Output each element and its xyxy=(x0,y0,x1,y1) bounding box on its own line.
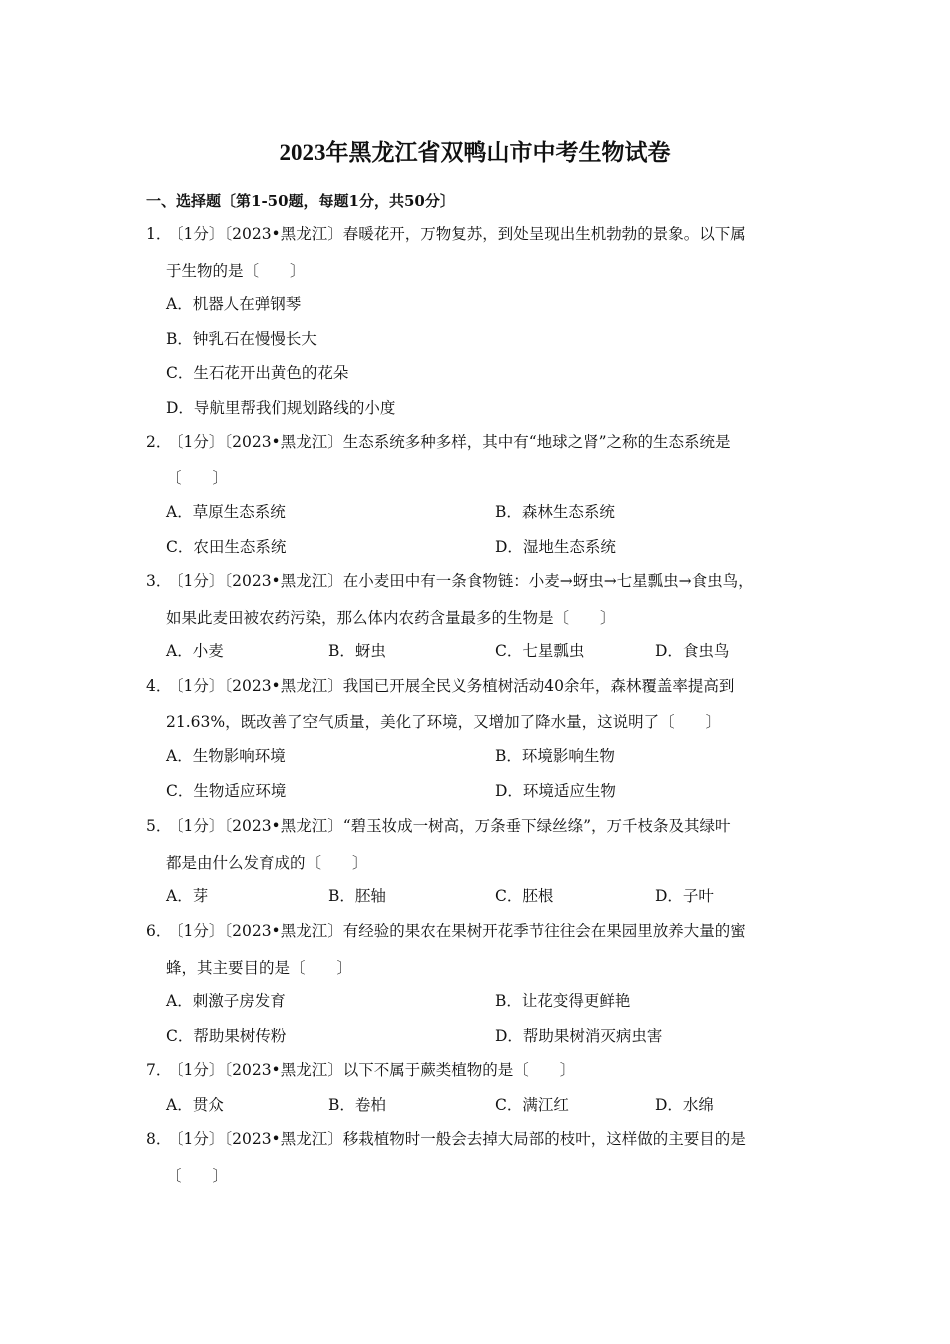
question-7-option-d[interactable]: D．水绵 xyxy=(655,1096,714,1114)
question-2-option-a[interactable]: A．草原生态系统 xyxy=(166,503,286,521)
question-5-option-c[interactable]: C．胚根 xyxy=(495,887,554,905)
question-2-option-c[interactable]: C．农田生态系统 xyxy=(166,538,287,556)
question-1-line2: 于生物的是〔 〕 xyxy=(166,262,306,280)
question-8-line1: 8．〔1分〕〔2023•黑龙江〕移栽植物时一般会去掉大局部的枝叶，这样做的主要目的是 xyxy=(146,1130,746,1148)
question-5-option-d[interactable]: D．子叶 xyxy=(655,887,714,905)
question-4-option-b[interactable]: B．环境影响生物 xyxy=(495,747,615,765)
question-3-option-c[interactable]: C．七星瓢虫 xyxy=(495,642,585,660)
question-6-line2: 蜂，其主要目的是〔 〕 xyxy=(166,959,353,977)
question-number: 3． xyxy=(146,572,172,590)
question-1-option-d[interactable]: D．导航里帮我们规划路线的小度 xyxy=(166,399,396,417)
question-4-line2: 21.63%，既改善了空气质量，美化了环境，又增加了降水量，这说明了〔 〕 xyxy=(166,713,722,731)
question-1-line1: 1．〔1分〕〔2023•黑龙江〕春暖花开，万物复苏，到处呈现出生机勃勃的景象。以下属 xyxy=(146,225,746,243)
question-5-line2: 都是由什么发育成的〔 〕 xyxy=(166,854,368,872)
question-2-line2: 〔 〕 xyxy=(166,469,229,487)
question-4-option-a[interactable]: A．生物影响环境 xyxy=(166,747,286,765)
question-number: 1． xyxy=(146,225,172,243)
question-6-option-c[interactable]: C．帮助果树传粉 xyxy=(166,1027,287,1045)
question-7-line1: 7．〔1分〕〔2023•黑龙江〕以下不属于蕨类植物的是〔 〕 xyxy=(146,1061,576,1079)
section-heading: 一、选择题〔第1-50题，每题1分，共50分〕 xyxy=(146,192,455,210)
question-7-option-c[interactable]: C．满江红 xyxy=(495,1096,569,1114)
question-number: 2． xyxy=(146,433,172,451)
question-8-line2: 〔 〕 xyxy=(166,1167,229,1185)
question-2-line1: 2．〔1分〕〔2023•黑龙江〕生态系统多种多样，其中有“地球之肾”之称的生态系统是 xyxy=(146,433,731,451)
question-2-option-d[interactable]: D．湿地生态系统 xyxy=(495,538,616,556)
question-3-line2: 如果此麦田被农药污染，那么体内农药含量最多的生物是〔 〕 xyxy=(166,609,616,627)
question-2-option-b[interactable]: B．森林生态系统 xyxy=(495,503,615,521)
question-number: 8． xyxy=(146,1130,172,1148)
question-number: 5． xyxy=(146,817,172,835)
question-6-option-a[interactable]: A．刺激子房发育 xyxy=(166,992,286,1010)
question-3-option-d[interactable]: D．食虫鸟 xyxy=(655,642,730,660)
question-1-option-b[interactable]: B．钟乳石在慢慢长大 xyxy=(166,330,317,348)
question-6-option-b[interactable]: B．让花变得更鲜艳 xyxy=(495,992,631,1010)
question-5-line1: 5．〔1分〕〔2023•黑龙江〕“碧玉妆成一树高，万条垂下绿丝绦”，万千枝条及其绿叶 xyxy=(146,817,731,835)
question-1-option-a[interactable]: A．机器人在弹钢琴 xyxy=(166,295,302,313)
question-7-option-a[interactable]: A．贯众 xyxy=(166,1096,224,1114)
question-number: 6． xyxy=(146,922,172,940)
question-3-option-b[interactable]: B．蚜虫 xyxy=(328,642,386,660)
question-4-option-c[interactable]: C．生物适应环境 xyxy=(166,782,287,800)
question-4-line1: 4．〔1分〕〔2023•黑龙江〕我国已开展全民义务植树活动40余年，森林覆盖率提高到 xyxy=(146,677,735,695)
question-4-option-d[interactable]: D．环境适应生物 xyxy=(495,782,616,800)
question-number: 4． xyxy=(146,677,172,695)
question-5-option-b[interactable]: B．胚轴 xyxy=(328,887,386,905)
page-title: 2023年黑龙江省双鸭山市中考生物试卷 xyxy=(279,140,671,165)
question-6-option-d[interactable]: D．帮助果树消灭病虫害 xyxy=(495,1027,663,1045)
question-3-line1: 3．〔1分〕〔2023•黑龙江〕在小麦田中有一条食物链：小麦→蚜虫→七星瓢虫→食虫鸟， xyxy=(146,572,754,590)
question-5-option-a[interactable]: A．芽 xyxy=(166,887,209,905)
question-7-option-b[interactable]: B．卷柏 xyxy=(328,1096,386,1114)
question-3-option-a[interactable]: A．小麦 xyxy=(166,642,224,660)
question-1-option-c[interactable]: C．生石花开出黄色的花朵 xyxy=(166,364,349,382)
question-6-line1: 6．〔1分〕〔2023•黑龙江〕有经验的果农在果树开花季节往往会在果园里放养大量的蜜 xyxy=(146,922,746,940)
question-number: 7． xyxy=(146,1061,172,1079)
